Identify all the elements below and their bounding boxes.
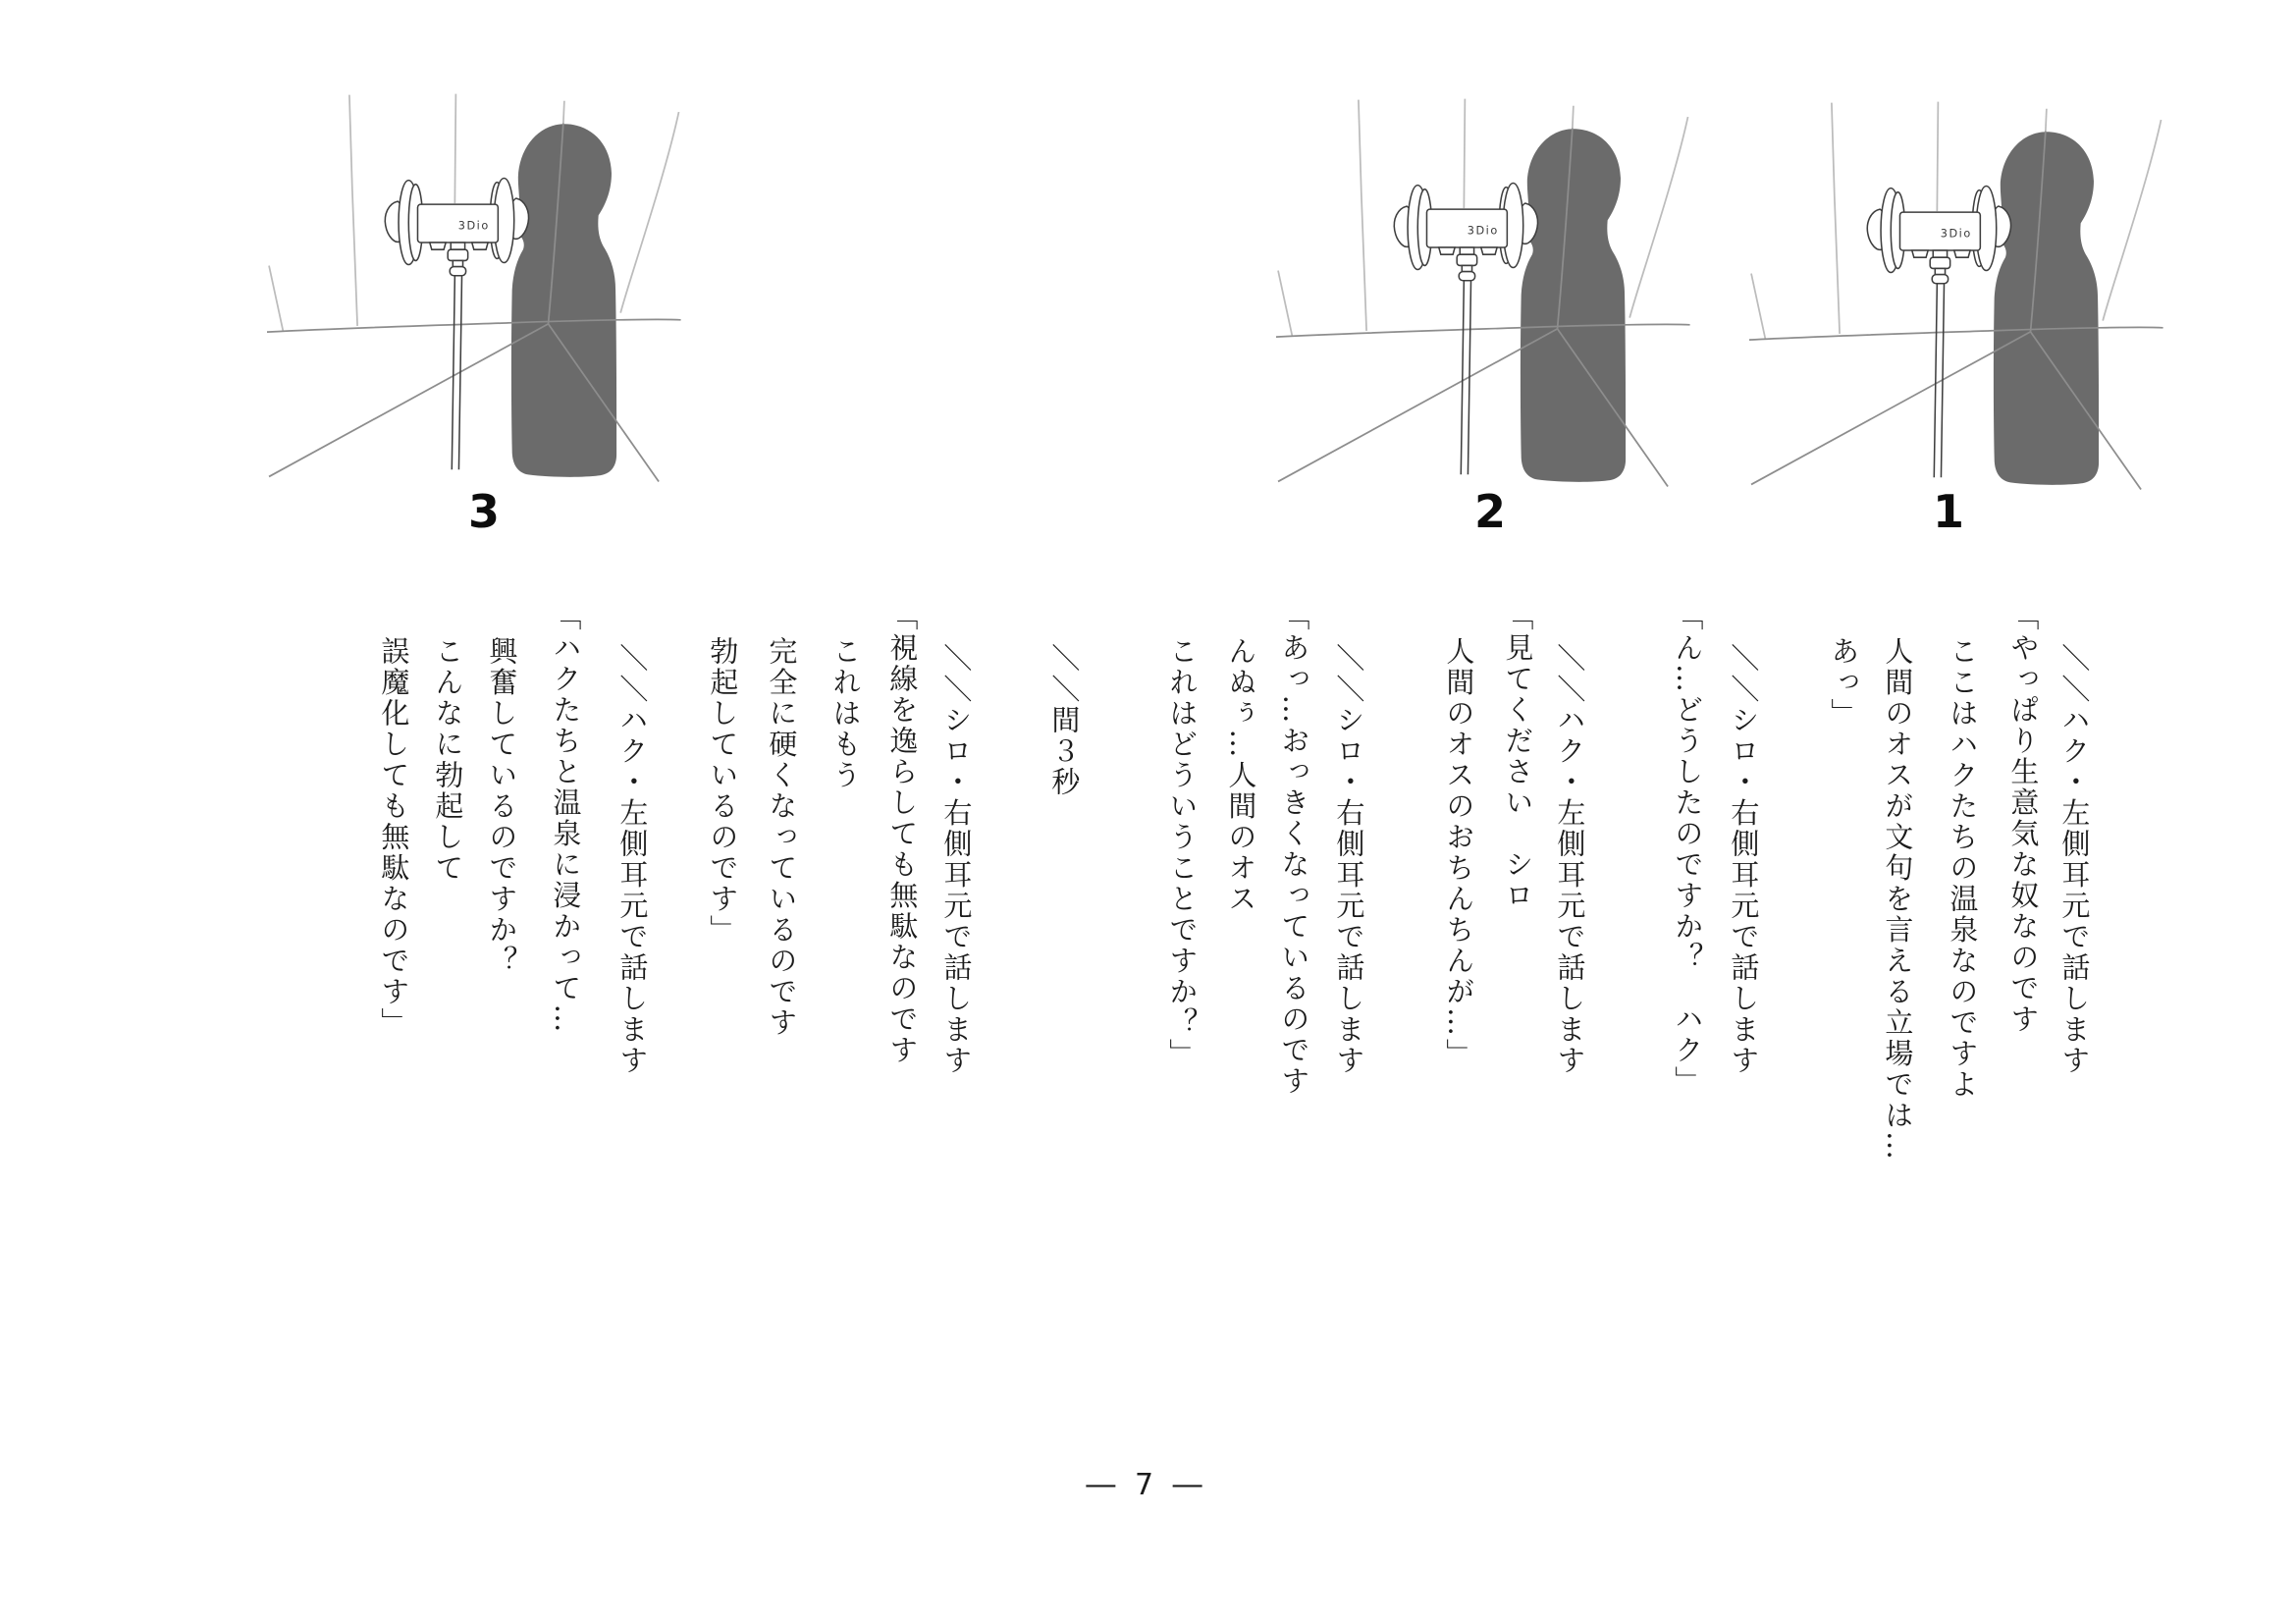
script-direction-line	[939, 643, 974, 1076]
direction-marker: ＼＼	[939, 643, 974, 705]
script-dialogue-line: 人間のオスのおちんちんが…」	[1442, 636, 1476, 1069]
script-direction-line	[615, 643, 650, 1076]
panel-number-1: 1	[1932, 485, 1964, 538]
illustration-panel-1	[1749, 86, 2181, 499]
direction-text: シロ・右側耳元で話します	[1332, 705, 1366, 1076]
script-dialogue-line: これはどういうことですか？」	[1165, 636, 1200, 1069]
script-dialogue-line: あっ」	[1827, 636, 1861, 730]
direction-text: シロ・右側耳元で話します	[939, 705, 974, 1076]
script-dialogue-line: 「やっぱり生意気な奴なのです	[2006, 602, 2041, 1035]
script-direction-line	[1332, 643, 1366, 1076]
script-dialogue-line: 完全に硬くなっているのです	[765, 636, 799, 1039]
script-direction-line	[1553, 643, 1587, 1076]
panel-number-3: 3	[467, 485, 500, 538]
script-direction-line	[1047, 643, 1082, 798]
direction-text: ハク・左側耳元で話します	[1553, 705, 1587, 1076]
direction-text: ハク・左側耳元で話します	[2057, 705, 2092, 1076]
script-dialogue-line: 興奮しているのですか？	[485, 636, 519, 977]
illustration-panel-2	[1276, 83, 1708, 496]
script-dialogue-line: こんなに勃起して	[431, 636, 465, 884]
direction-text: シロ・右側耳元で話します	[1727, 705, 1761, 1076]
direction-marker: ＼＼	[1727, 643, 1761, 705]
direction-marker: ＼＼	[1332, 643, 1366, 705]
direction-marker: ＼＼	[615, 643, 650, 705]
script-dialogue-line: んぬぅ…人間のオス	[1224, 636, 1258, 915]
script-dialogue-line: 「ハクたちと温泉に浸かって…	[549, 602, 583, 1035]
direction-text: 間３秒	[1047, 705, 1082, 798]
script-dialogue-line: 「見てください シロ	[1501, 602, 1535, 911]
script-dialogue-line: 勃起しているのです」	[706, 636, 740, 946]
panel-number-2: 2	[1473, 485, 1506, 538]
script-dialogue-line: 人間のオスが文句を言える立場では…	[1881, 636, 1915, 1163]
script-dialogue-line: 「ん…どうしたのですか？ ハク」	[1671, 602, 1705, 1097]
script-dialogue-line: 誤魔化しても無駄なのです」	[377, 636, 411, 1039]
script-direction-line	[2057, 643, 2092, 1076]
illustration-panel-3	[267, 79, 699, 491]
direction-marker: ＼＼	[1553, 643, 1587, 705]
direction-text: ハク・左側耳元で話します	[615, 705, 650, 1076]
direction-marker: ＼＼	[1047, 643, 1082, 705]
script-dialogue-line: 「視線を逸らしても無駄なのです	[885, 602, 920, 1066]
direction-marker: ＼＼	[2057, 643, 2092, 705]
script-dialogue-line: これはもう	[828, 636, 863, 791]
script-dialogue-line: ここはハクたちの温泉なのですよ	[1946, 636, 1980, 1101]
script-direction-line	[1727, 643, 1761, 1076]
page-number: ― 7 ―	[1086, 1468, 1207, 1502]
script-dialogue-line: 「あっ…おっきくなっているのです	[1277, 602, 1311, 1097]
